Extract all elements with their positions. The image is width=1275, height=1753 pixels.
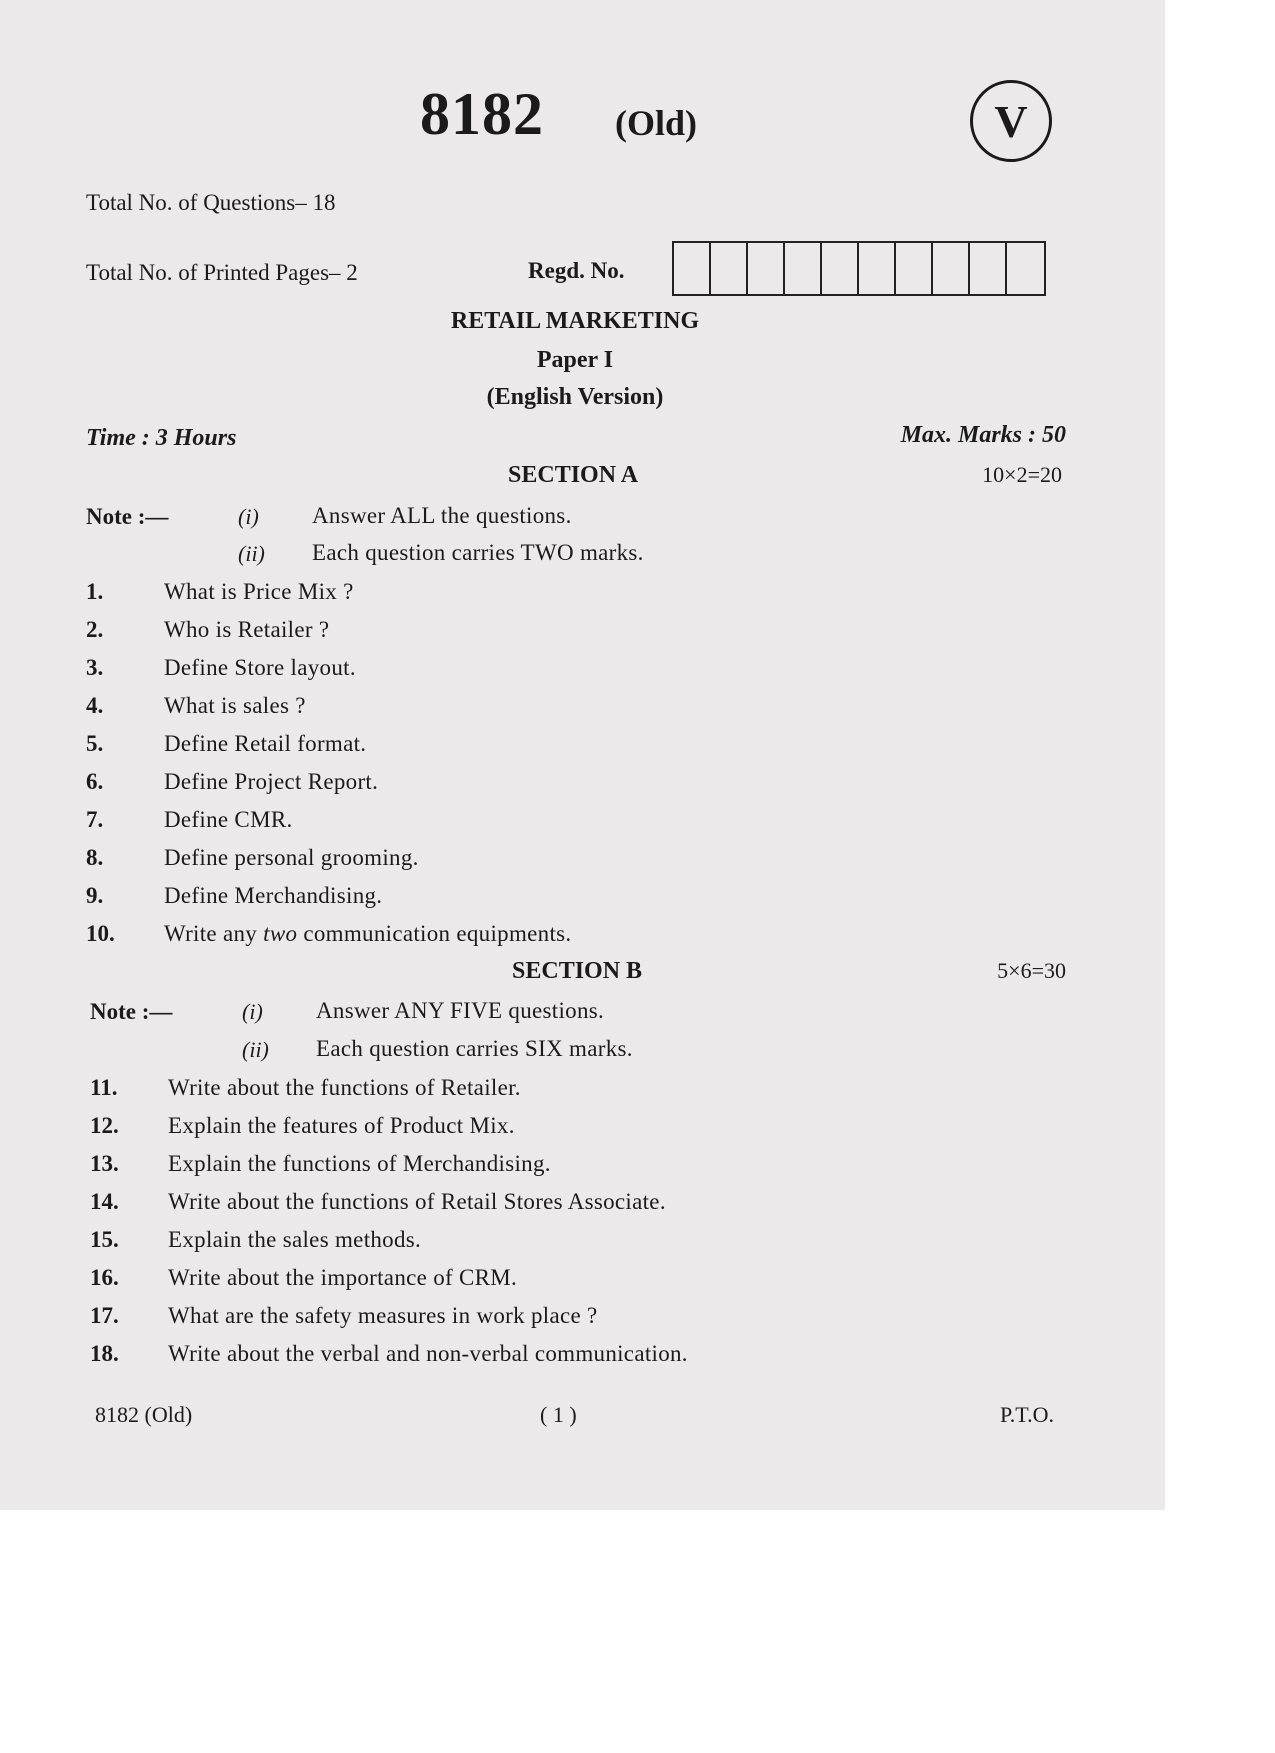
question-number: 10. (86, 921, 115, 946)
time-allowed: Time : 3 Hours (86, 425, 237, 451)
question-text: Who is Retailer ? (164, 617, 330, 642)
section-a-note-num: (i) (238, 504, 259, 529)
question-text: Write about the functions of Retailer. (168, 1075, 521, 1100)
question-text: Write about the verbal and non-verbal communication. (168, 1341, 688, 1366)
question-text: Define Store layout. (164, 655, 356, 680)
regd-digit-box (822, 243, 859, 294)
question-text: Define personal grooming. (164, 845, 419, 870)
section-b-title: SECTION B (512, 958, 643, 984)
language-version: (English Version) (486, 384, 664, 410)
question-text: Define Retail format. (164, 731, 367, 756)
question-text-part: Write any (164, 921, 264, 946)
regd-digit-box (711, 243, 748, 294)
section-a-note-num: (ii) (238, 541, 265, 566)
question-text: What is sales ? (164, 693, 306, 718)
section-b-note-label: Note :— (90, 999, 173, 1024)
question-number: 2. (86, 617, 104, 642)
question-number: 4. (86, 693, 104, 718)
question-number: 16. (90, 1265, 119, 1290)
version-letter: V (994, 95, 1028, 147)
paper-code: 8182 (420, 81, 544, 147)
question-text: Define CMR. (164, 807, 293, 832)
question-text (164, 921, 571, 947)
question-number: 6. (86, 769, 104, 794)
question-number: 15. (90, 1227, 119, 1252)
question-number: 7. (86, 807, 104, 832)
question-text: Write about the importance of CRM. (168, 1265, 518, 1290)
section-b-note-text: Answer ANY FIVE questions. (316, 998, 605, 1023)
question-text: What are the safety measures in work place ? (168, 1303, 598, 1328)
section-a-note-text: Each question carries TWO marks. (312, 540, 644, 565)
question-number: 3. (86, 655, 104, 680)
footer-code: 8182 (Old) (95, 1402, 193, 1427)
subject-title: RETAIL MARKETING (450, 308, 700, 334)
section-b-note-text: Each question carries SIX marks. (316, 1036, 633, 1061)
section-a-title: SECTION A (508, 462, 639, 488)
question-number: 13. (90, 1151, 119, 1176)
question-text: What is Price Mix ? (164, 579, 354, 604)
section-a-note-text: Answer ALL the questions. (312, 503, 572, 528)
regd-digit-box (674, 243, 711, 294)
question-number: 12. (90, 1113, 119, 1138)
regd-digit-box (748, 243, 785, 294)
question-number: 17. (90, 1303, 119, 1328)
question-number: 1. (86, 579, 104, 604)
section-b-marks: 5×6=30 (997, 958, 1066, 983)
section-a-note-label: Note :— (86, 504, 169, 529)
question-number: 8. (86, 845, 104, 870)
max-marks: Max. Marks : 50 (900, 422, 1066, 448)
regd-digit-box (896, 243, 933, 294)
question-number: 11. (90, 1075, 118, 1100)
question-text-emphasis: two (263, 921, 298, 946)
question-text: Explain the features of Product Mix. (168, 1113, 515, 1138)
total-pages: Total No. of Printed Pages– 2 (86, 260, 358, 285)
regd-number-boxes (672, 241, 1046, 296)
section-b-note-num: (i) (242, 999, 263, 1024)
page-number: ( 1 ) (540, 1402, 577, 1427)
question-text: Define Merchandising. (164, 883, 383, 908)
question-text-part: communication equipments. (297, 921, 572, 946)
section-b-note-num: (ii) (242, 1037, 269, 1062)
question-text: Define Project Report. (164, 769, 379, 794)
question-text: Write about the functions of Retail Stores Associate. (168, 1189, 666, 1214)
paper-title: Paper I (536, 347, 614, 373)
regd-digit-box (1007, 243, 1044, 294)
question-number: 18. (90, 1341, 119, 1366)
regd-digit-box (970, 243, 1007, 294)
question-number: 14. (90, 1189, 119, 1214)
regd-label: Regd. No. (528, 258, 625, 283)
paper-code-suffix: (Old) (615, 103, 698, 143)
pto-marker: P.T.O. (1000, 1402, 1054, 1427)
regd-digit-box (859, 243, 896, 294)
question-number: 5. (86, 731, 104, 756)
section-a-marks: 10×2=20 (982, 462, 1062, 487)
question-number: 9. (86, 883, 104, 908)
version-badge (970, 80, 1052, 162)
regd-digit-box (933, 243, 970, 294)
total-questions: Total No. of Questions– 18 (86, 190, 336, 215)
question-text: Explain the functions of Merchandising. (168, 1151, 551, 1176)
regd-digit-box (785, 243, 822, 294)
question-text: Explain the sales methods. (168, 1227, 422, 1252)
